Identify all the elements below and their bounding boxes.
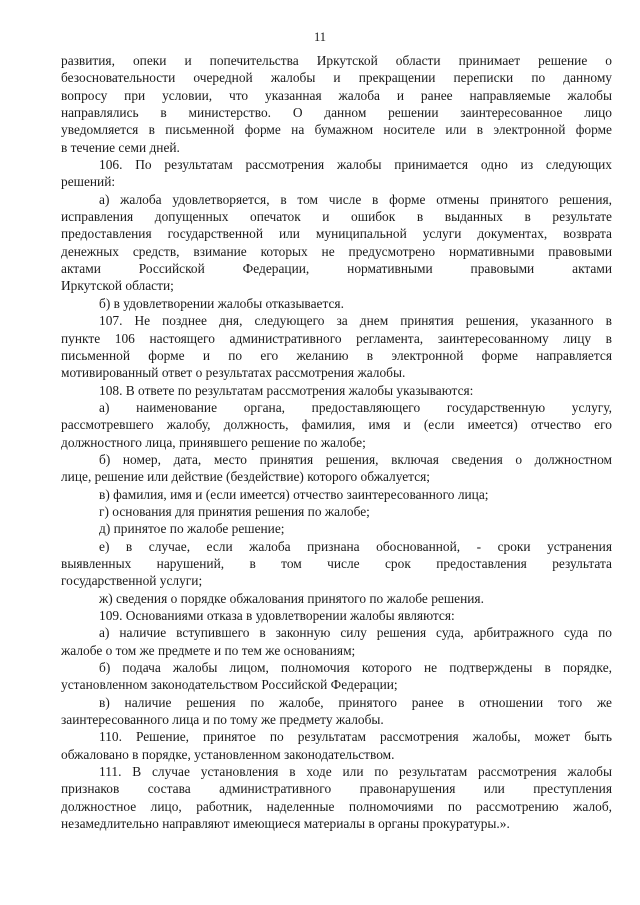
text-line: 107. Не позднее дня, следующего за днем принятия решения, указанного в	[99, 313, 612, 329]
text-line: рассмотревшего жалобу, должность, фамилия, имя и (если имеется) отчество его	[61, 417, 612, 433]
text-line: обжаловано в порядке, установленном законодательством.	[61, 746, 395, 762]
text-line: 110. Решение, принятое по результатам рассмотрения жалобы, может быть	[99, 729, 612, 745]
text-line: а) наличие вступившего в законную силу решения суда, арбитражного суда по	[99, 625, 612, 641]
text-line: д) принятое по жалобе решение;	[99, 521, 285, 537]
text-line: ж) сведения о порядке обжалования принятого по жалобе решения.	[99, 590, 484, 606]
text-line: уведомляется в письменной форме на бумажном носителе или в электронной форме	[61, 122, 612, 138]
text-line: заинтересованного лица и по тому же предмету жалобы.	[61, 712, 384, 728]
text-line: установленном законодательством Российской Федерации;	[61, 677, 398, 693]
text-line: жалобе о том же предмете и по тем же основаниям;	[61, 642, 356, 658]
text-line: 108. В ответе по результатам рассмотрения жалобы указываются:	[99, 382, 474, 398]
text-line: а) жалоба удовлетворяется, в том числе в форме отмены принятого решения,	[99, 191, 612, 207]
text-line: предоставления государственной или муниципальной услуги документах, возврата	[61, 226, 612, 242]
document-body	[61, 52, 612, 832]
text-line: лице, решение или действие (бездействие) которого обжалуется;	[61, 469, 431, 485]
text-line: 111. В случае установления в ходе или по результатам рассмотрения жалобы	[99, 764, 612, 780]
text-line: актами Российской Федерации, нормативными правовыми актами	[61, 261, 612, 277]
text-line: 109. Основаниями отказа в удовлетворении жалобы являются:	[99, 608, 455, 623]
text-line: безосновательности очередной жалобы и прекращении переписки по данному	[61, 70, 612, 86]
text-line: признаков состава административного правонарушения или преступления	[61, 781, 612, 797]
text-line: вопросу при условии, что указанная жалоба и ранее направляемые жалобы	[61, 87, 612, 103]
text-line: государственной услуги;	[61, 573, 203, 589]
text-line: денежных средств, взимание которых не предусмотрено нормативными правовыми	[61, 243, 612, 259]
text-line: г) основания для принятия решения по жалобе;	[99, 503, 370, 519]
text-line: развития, опеки и попечительства Иркутской области принимает решение о	[61, 53, 612, 68]
text-line: б) подача жалобы лицом, полномочия которого не подтверждены в порядке,	[99, 660, 612, 676]
text-line: должностное лицо, работник, наделенные полномочиями по рассмотрению жалоб,	[61, 798, 612, 814]
text-line: выявленных нарушений, в том числе срок предоставления результата	[61, 555, 612, 571]
text-line: б) в удовлетворении жалобы отказывается.	[99, 295, 344, 311]
text-line: Иркутской области;	[61, 278, 174, 294]
text-line: е) в случае, если жалоба признана обоснованной, - сроки устранения	[99, 538, 612, 554]
text-line: пункте 106 настоящего административного регламента, заинтересованному лицу в	[61, 330, 612, 346]
text-line: а) наименование органа, предоставляющего государственную услугу,	[99, 399, 612, 415]
page-number: 11	[313, 30, 327, 44]
text-line: направлялись в министерство. О данном решении заинтересованное лицо	[61, 105, 612, 121]
text-line: в) фамилия, имя и (если имеется) отчество заинтересованного лица;	[99, 486, 489, 502]
text-line: 106. По результатам рассмотрения жалобы принимается одно из следующих	[99, 157, 612, 173]
text-line: в) наличие решения по жалобе, принятого ранее в отношении того же	[99, 694, 612, 710]
text-line: письменной форме и по его желанию в электронной форме направляется	[61, 347, 612, 363]
text-line: б) номер, дата, место принятия решения, включая сведения о должностном	[99, 451, 612, 467]
text-line: мотивированный ответ о результатах рассмотрения жалобы.	[61, 365, 406, 381]
text-line: в течение семи дней.	[61, 139, 180, 155]
text-line: должностного лица, принявшего решение по жалобе;	[61, 434, 366, 450]
text-line: незамедлительно направляют имеющиеся материалы в органы прокуратуры.».	[61, 816, 510, 832]
text-line: решений:	[61, 174, 116, 190]
text-line: исправления допущенных опечаток и ошибок в выданных в результате	[61, 209, 612, 225]
